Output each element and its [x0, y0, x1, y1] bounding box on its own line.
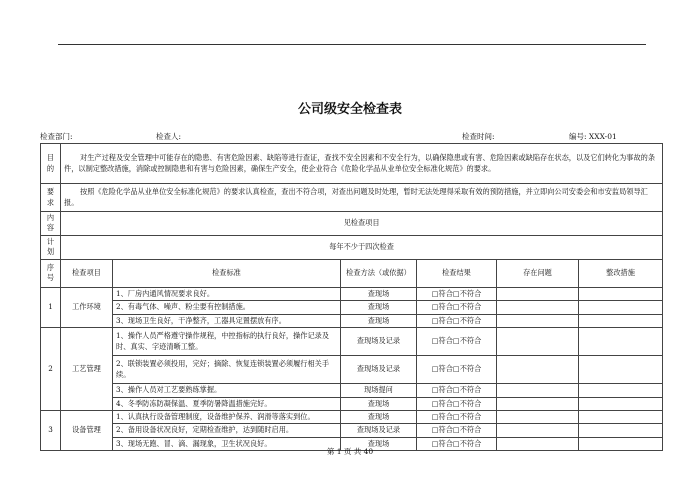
check-seq: 1 [41, 287, 61, 327]
issue-cell[interactable] [497, 328, 579, 356]
inspector-label: 检查人: [156, 132, 182, 141]
check-row [41, 328, 663, 356]
issue-cell[interactable] [497, 424, 579, 437]
check-standard: 3、现场无跑、冒、滴、漏现象，卫生状况良好。 [113, 437, 341, 450]
check-result[interactable]: □符合□不符合 [417, 397, 497, 410]
fix-cell[interactable] [579, 287, 663, 300]
check-row [41, 356, 663, 384]
check-standard: 2、有毒气体、噪声、粉尘要有控制措施。 [113, 301, 341, 314]
check-item: 工作环境 [61, 287, 113, 327]
dept-label: 检查部门: [40, 132, 73, 141]
plan-label: 计划 [41, 235, 61, 259]
check-result[interactable]: □符合□不符合 [417, 328, 497, 356]
fix-cell[interactable] [579, 397, 663, 410]
check-row [41, 287, 663, 300]
check-standard: 2、联锁装置必须投用，完好；摘除、恢复连锁装置必须履行相关手续。 [113, 356, 341, 384]
check-method: 查现场 [341, 314, 417, 327]
check-seq: 3 [41, 410, 61, 450]
col-header-result: 检查结果 [417, 259, 497, 287]
header-row [41, 259, 663, 287]
check-result[interactable]: □符合□不符合 [417, 384, 497, 397]
check-method: 查现场及记录 [341, 356, 417, 384]
purpose-label: 目的 [41, 144, 61, 184]
check-method: 现场提问 [341, 384, 417, 397]
content-value: 见检查项目 [61, 212, 663, 236]
page-title: 公司级安全检查表 [297, 102, 402, 117]
requirement-text: 按照《危险化学品从业单位安全标准化规范》的要求认真检查，查出不符合项，对查出问题及时处理，暂时无法处理得采取有效的预防措施，并立即向公司安委会和市安监局领导汇报。 [61, 184, 663, 212]
check-method: 查现场 [341, 397, 417, 410]
check-row [41, 384, 663, 397]
check-seq: 2 [41, 328, 61, 411]
check-result[interactable]: □符合□不符合 [417, 424, 497, 437]
inspection-table [40, 143, 663, 451]
issue-cell[interactable] [497, 301, 579, 314]
content-label: 内容 [41, 212, 61, 236]
check-row [41, 314, 663, 327]
check-result[interactable]: □符合□不符合 [417, 437, 497, 450]
fix-cell[interactable] [579, 328, 663, 356]
fix-cell[interactable] [579, 424, 663, 437]
check-result[interactable]: □符合□不符合 [417, 410, 497, 423]
check-row [41, 397, 663, 410]
issue-cell[interactable] [497, 314, 579, 327]
check-standard: 2、备用设备状况良好，定期检查维护，达到随时启用。 [113, 424, 341, 437]
fix-cell[interactable] [579, 384, 663, 397]
check-result[interactable]: □符合□不符合 [417, 356, 497, 384]
issue-cell[interactable] [497, 397, 579, 410]
content-row [41, 212, 663, 236]
check-method: 查现场 [341, 437, 417, 450]
requirement-label: 要求 [41, 184, 61, 212]
issue-cell[interactable] [497, 384, 579, 397]
col-header-issue: 存在问题 [497, 259, 579, 287]
check-method: 查现场 [341, 287, 417, 300]
check-standard: 3、操作人员对工艺要熟练掌握。 [113, 384, 341, 397]
requirement-row [41, 184, 663, 212]
check-standard: 1、厂房内通风情况要求良好。 [113, 287, 341, 300]
col-header-method: 检查方法（或依据） [341, 259, 417, 287]
header-rule [58, 44, 646, 45]
check-row [41, 424, 663, 437]
check-result[interactable]: □符合□不符合 [417, 287, 497, 300]
code-label: 编号: XXX-01 [569, 132, 617, 141]
col-header-item: 检查项目 [61, 259, 113, 287]
check-method: 查现场 [341, 301, 417, 314]
plan-value: 每年不少于四次检查 [61, 235, 663, 259]
check-method: 查现场及记录 [341, 424, 417, 437]
col-header-standard: 检查标准 [113, 259, 341, 287]
check-standard: 1、操作人员严格遵守操作规程，中控指标的执行良好，操作记录及时、真实、字迹清晰工整。 [113, 328, 341, 356]
check-item: 设备管理 [61, 410, 113, 450]
check-row [41, 410, 663, 423]
purpose-row [41, 144, 663, 184]
time-label: 检查时间: [462, 132, 495, 141]
plan-row [41, 235, 663, 259]
check-row [41, 301, 663, 314]
check-standard: 3、现场卫生良好，干净整齐，工器具定置摆放有序。 [113, 314, 341, 327]
check-result[interactable]: □符合□不符合 [417, 314, 497, 327]
issue-cell[interactable] [497, 287, 579, 300]
check-result[interactable]: □符合□不符合 [417, 301, 497, 314]
fix-cell[interactable] [579, 356, 663, 384]
issue-cell[interactable] [497, 356, 579, 384]
fix-cell[interactable] [579, 301, 663, 314]
check-standard: 1、认真执行设备管理制度，设备维护保养、润滑等落实到位。 [113, 410, 341, 423]
purpose-text: 对生产过程及安全管理中可能存在的隐患、有害危险因素、缺陷等进行查证，查找不安全因素和不安全行为，以确保隐患或有害、危险因素或缺陷存在状态，以及它们转化为事故的条件，以制定整改措施，消除或控制隐患和有害与危险因素，确保生产安全，使企业符合《危险化学品从业单位安全标准化规范》的要求。 [61, 144, 663, 184]
fix-cell[interactable] [579, 314, 663, 327]
check-item: 工艺管理 [61, 328, 113, 411]
check-method: 查现场及记录 [341, 328, 417, 356]
col-header-seq: 序号 [41, 259, 61, 287]
col-header-fix: 整改措施 [579, 259, 663, 287]
issue-cell[interactable] [497, 410, 579, 423]
check-standard: 4、冬季防冻防凝保温、夏季防暑降温措施完好。 [113, 397, 341, 410]
fix-cell[interactable] [579, 410, 663, 423]
page-footer: 第 1 页 共 40 [326, 447, 374, 456]
check-method: 查现场 [341, 410, 417, 423]
